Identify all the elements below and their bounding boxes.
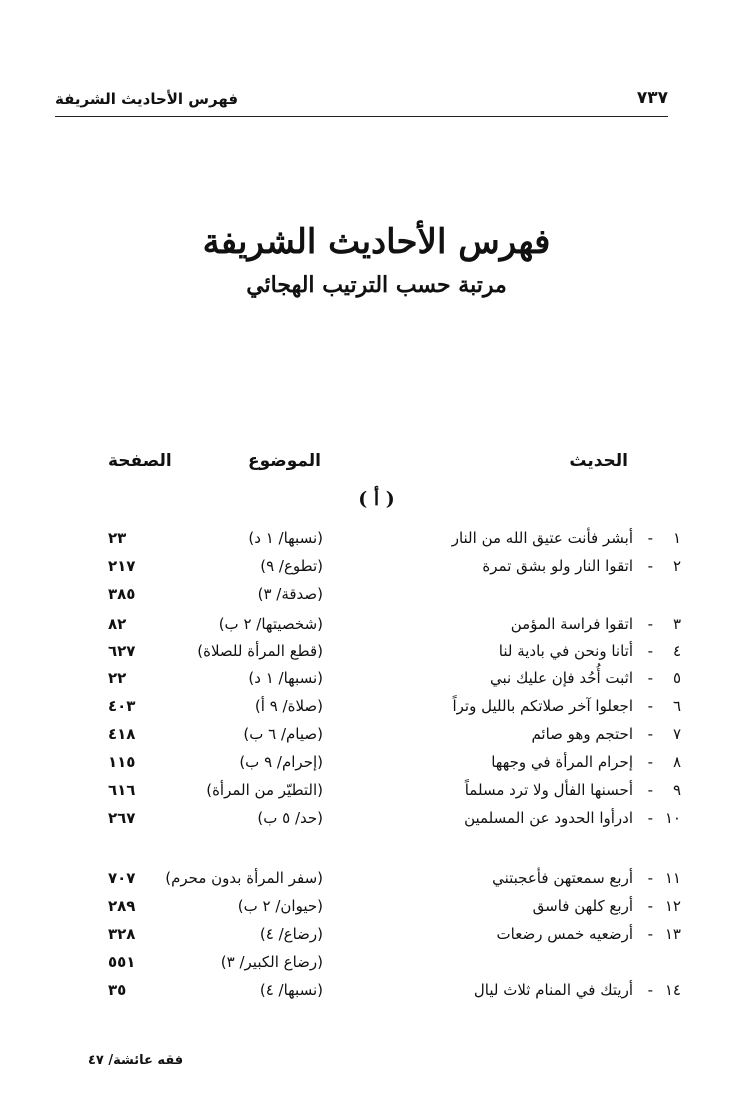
entry-dash: -: [647, 981, 653, 999]
index-subtitle: مرتبة حسب الترتيب الهجائي: [246, 272, 507, 298]
entry-hadith-text: أربع كلهن فاسق: [532, 897, 633, 915]
list-item: [0, 805, 753, 831]
list-item: [0, 893, 753, 919]
entry-page: ٦١٦: [108, 781, 136, 799]
list-item: [0, 721, 753, 747]
entry-page: ٤١٨: [108, 725, 136, 743]
entry-dash: -: [647, 753, 653, 771]
index-main-title: فهرس الأحاديث الشريفة: [202, 222, 551, 262]
list-item: [0, 777, 753, 803]
entry-number: ٤: [672, 642, 681, 660]
entry-page: ٢٦٧: [108, 809, 136, 827]
list-item: [0, 977, 753, 1003]
list-item: [0, 749, 753, 775]
entry-page: ١١٥: [108, 753, 136, 771]
entry-number: ١٣: [664, 925, 681, 943]
entry-hadith-text: إحرام المرأة في وجهها: [491, 753, 633, 771]
entry-hadith-text: أحسنها الفأل ولا ترد مسلماً: [464, 781, 633, 799]
entry-hadith-text: أريتك في المنام ثلاث ليال: [473, 981, 633, 999]
entry-dash: -: [647, 925, 653, 943]
page-footer: فقه عائشة/ ٤٧: [88, 1053, 184, 1068]
entry-topic: (إحرام/ ٩ ب): [239, 753, 323, 771]
entry-number: ٧: [672, 725, 681, 743]
entry-topic: (صلاة/ ٩ أ): [254, 697, 323, 715]
entry-topic: (سفر المرأة بدون محرم): [165, 869, 323, 887]
entry-number: ٨: [672, 753, 681, 771]
list-item: [0, 665, 753, 691]
entry-topic: (نسبها/ ١ د): [248, 669, 323, 687]
entry-number: ٢: [672, 557, 681, 575]
entry-dash: -: [647, 725, 653, 743]
entry-dash: -: [647, 869, 653, 887]
entry-number: ١٢: [664, 897, 681, 915]
page-number: ٧٣٧: [636, 88, 668, 108]
entry-topic: (صيام/ ٦ ب): [243, 725, 323, 743]
column-header-topic: الموضوع: [248, 451, 321, 471]
entry-number: ١١: [664, 869, 681, 887]
header-divider: [55, 116, 668, 117]
entry-number: ١: [672, 529, 681, 547]
entry-number: ١٤: [664, 981, 681, 999]
column-header-page: الصفحة: [108, 451, 172, 471]
entry-hadith-text: اتقوا فراسة المؤمن: [510, 615, 633, 633]
entry-hadith-text: أبشر فأنت عتيق الله من النار: [451, 529, 633, 547]
list-item: [0, 921, 753, 947]
list-item: [0, 638, 753, 664]
entry-page: ٣٢٨: [108, 925, 136, 943]
entry-dash: -: [647, 781, 653, 799]
entry-topic: (رضاع/ ٤): [259, 925, 323, 943]
entry-dash: -: [647, 557, 653, 575]
entry-dash: -: [647, 669, 653, 687]
entry-hadith-text: احتجم وهو صائم: [531, 725, 633, 743]
entry-hadith-text: اتقوا النار ولو بشق تمرة: [482, 557, 633, 575]
entry-topic: (رضاع الكبير/ ٣): [220, 953, 323, 971]
entry-page: ٧٠٧: [108, 869, 136, 887]
entry-hadith-text: اجعلوا آخر صلاتكم بالليل وتراً: [452, 697, 633, 715]
entry-page: ٣٨٥: [108, 585, 136, 603]
entry-topic: (صدقة/ ٣): [257, 585, 323, 603]
entry-topic: (نسبها/ ١ د): [248, 529, 323, 547]
list-item: [0, 525, 753, 551]
entry-page: ٥٥١: [108, 953, 136, 971]
entry-hadith-text: أرضعيه خمس رضعات: [496, 925, 633, 943]
entry-topic: (حيوان/ ٢ ب): [237, 897, 323, 915]
entry-page: ٢٨٩: [108, 897, 136, 915]
entry-dash: -: [647, 897, 653, 915]
entry-page: ٦٢٧: [108, 642, 136, 660]
list-item: [0, 949, 753, 975]
list-item: [0, 553, 753, 579]
entry-number: ١٠: [664, 809, 681, 827]
entry-topic: (تطوع/ ٩): [260, 557, 323, 575]
entry-dash: -: [647, 809, 653, 827]
entry-page: ٤٠٣: [108, 697, 136, 715]
entry-dash: -: [647, 529, 653, 547]
entry-topic: (حد/ ٥ ب): [257, 809, 323, 827]
section-letter-heading: ( أ ): [358, 488, 395, 510]
entry-topic: (شخصيتها/ ٢ ب): [218, 615, 323, 633]
list-item: [0, 693, 753, 719]
entry-number: ٦: [672, 697, 681, 715]
entry-page: ٢٣: [108, 529, 127, 547]
entry-dash: -: [647, 697, 653, 715]
entry-number: ٥: [672, 669, 681, 687]
entry-topic: (نسبها/ ٤): [259, 981, 323, 999]
list-item: [0, 865, 753, 891]
entry-page: ٨٢: [108, 615, 127, 633]
entry-dash: -: [647, 642, 653, 660]
entry-number: ٣: [672, 615, 681, 633]
entry-dash: -: [647, 615, 653, 633]
list-item: [0, 611, 753, 637]
entry-hadith-text: ادرأوا الحدود عن المسلمين: [464, 809, 633, 827]
entry-page: ٢١٧: [108, 557, 136, 575]
column-header-hadith: الحديث: [569, 451, 628, 471]
entry-topic: (التطيّر من المرأة): [206, 781, 323, 799]
entry-number: ٩: [672, 781, 681, 799]
list-item: [0, 581, 753, 607]
entry-topic: (قطع المرأة للصلاة): [197, 642, 323, 660]
entry-page: ٣٥: [108, 981, 127, 999]
entry-page: ٢٢: [108, 669, 127, 687]
running-header-title: فهرس الأحاديث الشريفة: [55, 90, 239, 108]
entry-hadith-text: اثبت أُحُد فإن عليك نبي: [489, 669, 633, 687]
entry-hadith-text: أربع سمعتهن فأعجبتني: [492, 869, 633, 887]
entry-hadith-text: أتانا ونحن في بادية لنا: [498, 642, 633, 660]
